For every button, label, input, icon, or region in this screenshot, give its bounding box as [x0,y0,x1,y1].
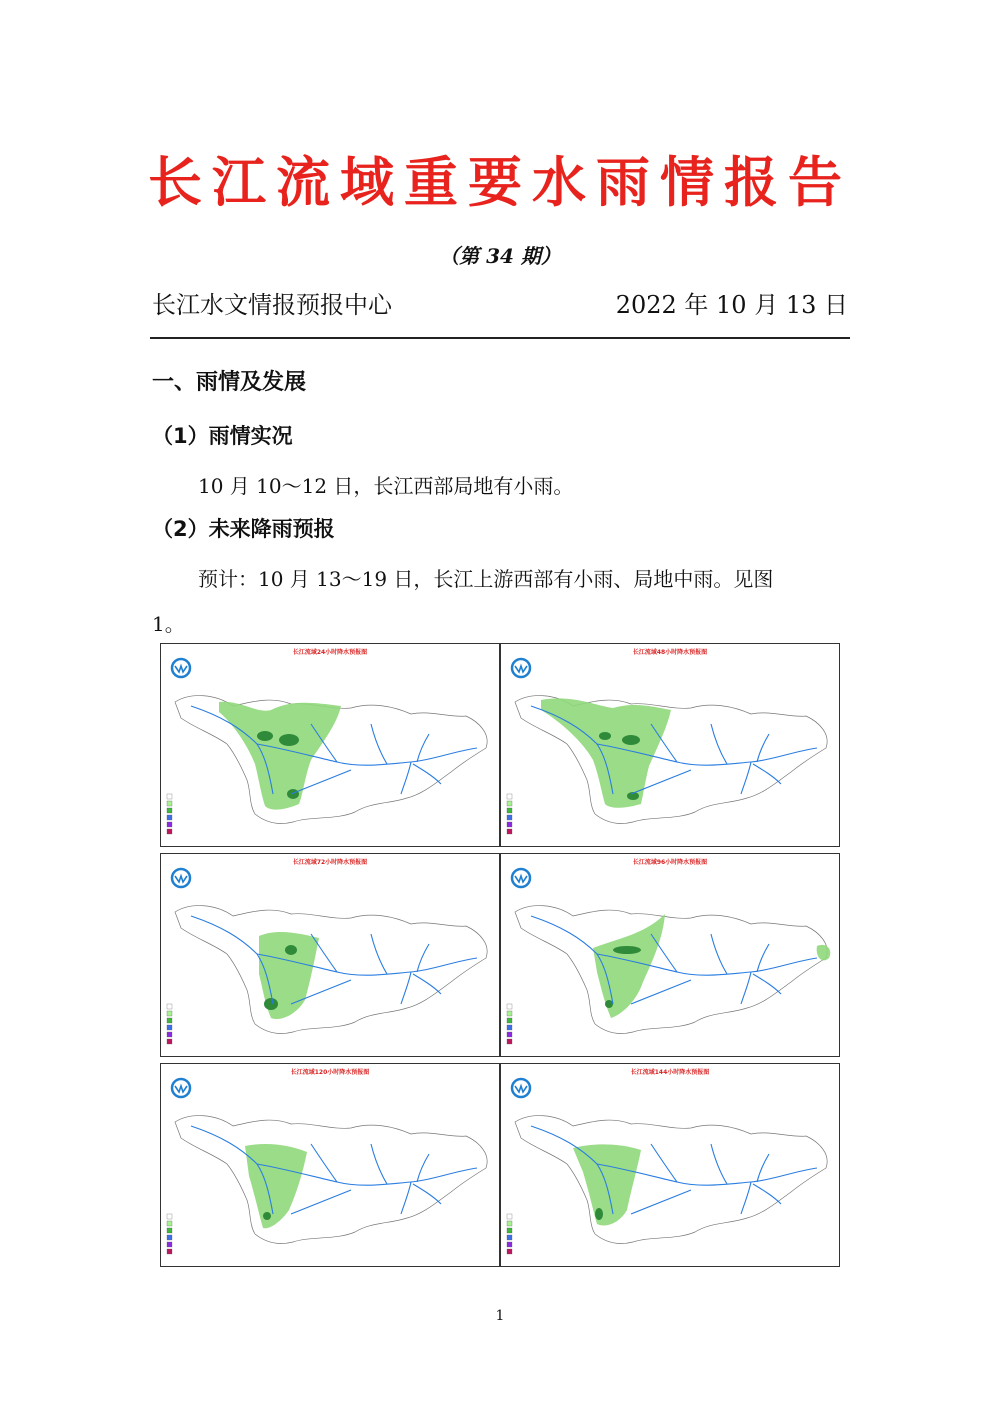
legend-swatch [507,1249,512,1254]
legend-swatch [507,1011,512,1016]
moderate-rain-area [263,1212,271,1220]
legend-swatch [507,1235,512,1240]
legend-swatch [167,1025,172,1030]
observed-rain-text: 10 月 10～12 日，长江西部局地有小雨。 [198,474,574,498]
map-title: 长江流域72小时降水预报图 [292,859,368,866]
map-title: 长江流域144小时降水预报图 [630,1069,710,1076]
basin-outline [175,1116,487,1244]
legend-swatch [507,1242,512,1247]
legend-swatch [507,801,512,806]
legend-swatch [507,1039,512,1044]
legend-swatch [167,1249,172,1254]
moderate-rain-area [622,735,640,745]
forecast-map-panel [500,1063,840,1267]
legend-swatch [167,1235,172,1240]
legend-swatch [167,794,172,799]
legend-swatch [167,1039,172,1044]
legend-swatch [167,1228,172,1233]
moderate-rain-area [257,731,273,741]
subsection-heading-observed: （1）雨情实况 [152,424,293,448]
moderate-rain-area [279,734,299,746]
legend-swatch [507,1004,512,1009]
forecast-map-panel [500,853,840,1057]
legend-swatch [507,1032,512,1037]
moderate-rain-area [599,732,611,740]
report-date: 2022 年 10 月 13 日 [615,291,848,319]
legend-swatch [167,1242,172,1247]
moderate-rain-area [264,998,278,1010]
moderate-rain-area [613,946,641,954]
forecast-map-panel [160,1063,500,1267]
basin-outline [175,906,487,1034]
forecast-text-line2: 1。 [152,612,185,636]
legend-swatch [507,1025,512,1030]
moderate-rain-area [285,945,297,955]
legend-swatch [507,829,512,834]
forecast-map-panel [160,853,500,1057]
legend-swatch [167,829,172,834]
header-divider [150,337,850,339]
legend-swatch [507,1214,512,1219]
legend-swatch [507,1228,512,1233]
legend-swatch [507,808,512,813]
section-heading-rain: 一、雨情及发展 [152,370,307,395]
issuing-organization: 长江水文情报预报中心 [152,291,392,319]
legend-swatch [167,808,172,813]
legend-swatch [167,822,172,827]
legend-swatch [507,1018,512,1023]
legend-swatch [167,815,172,820]
page-number: 1 [495,1308,505,1324]
moderate-rain-area [595,1208,603,1220]
legend-swatch [507,1221,512,1226]
forecast-text-line1: 预计：10 月 13～19 日，长江上游西部有小雨、局地中雨。见图 [198,567,774,591]
legend-swatch [167,1214,172,1219]
basin-outline [515,1116,827,1244]
map-title: 长江流域48小时降水预报图 [632,649,708,656]
legend-swatch [507,822,512,827]
moderate-rain-area [605,1000,613,1008]
subsection-heading-forecast: （2）未来降雨预报 [152,517,335,541]
map-title: 长江流域24小时降水预报图 [292,649,368,656]
forecast-map-panel [500,643,840,847]
legend-swatch [167,1221,172,1226]
forecast-map-grid [160,643,840,1263]
moderate-rain-area [287,789,299,799]
basin-outline [515,906,827,1034]
legend-swatch [167,801,172,806]
legend-swatch [167,1032,172,1037]
legend-swatch [507,794,512,799]
legend-swatch [167,1011,172,1016]
map-title: 长江流域120小时降水预报图 [290,1069,370,1076]
legend-swatch [167,1018,172,1023]
forecast-map-panel [160,643,500,847]
report-title: 长江流域重要水雨情报告 [148,150,852,214]
issue-number: （第 34 期） [439,244,561,268]
legend-swatch [167,1004,172,1009]
legend-swatch [507,815,512,820]
map-title: 长江流域96小时降水预报图 [632,859,708,866]
